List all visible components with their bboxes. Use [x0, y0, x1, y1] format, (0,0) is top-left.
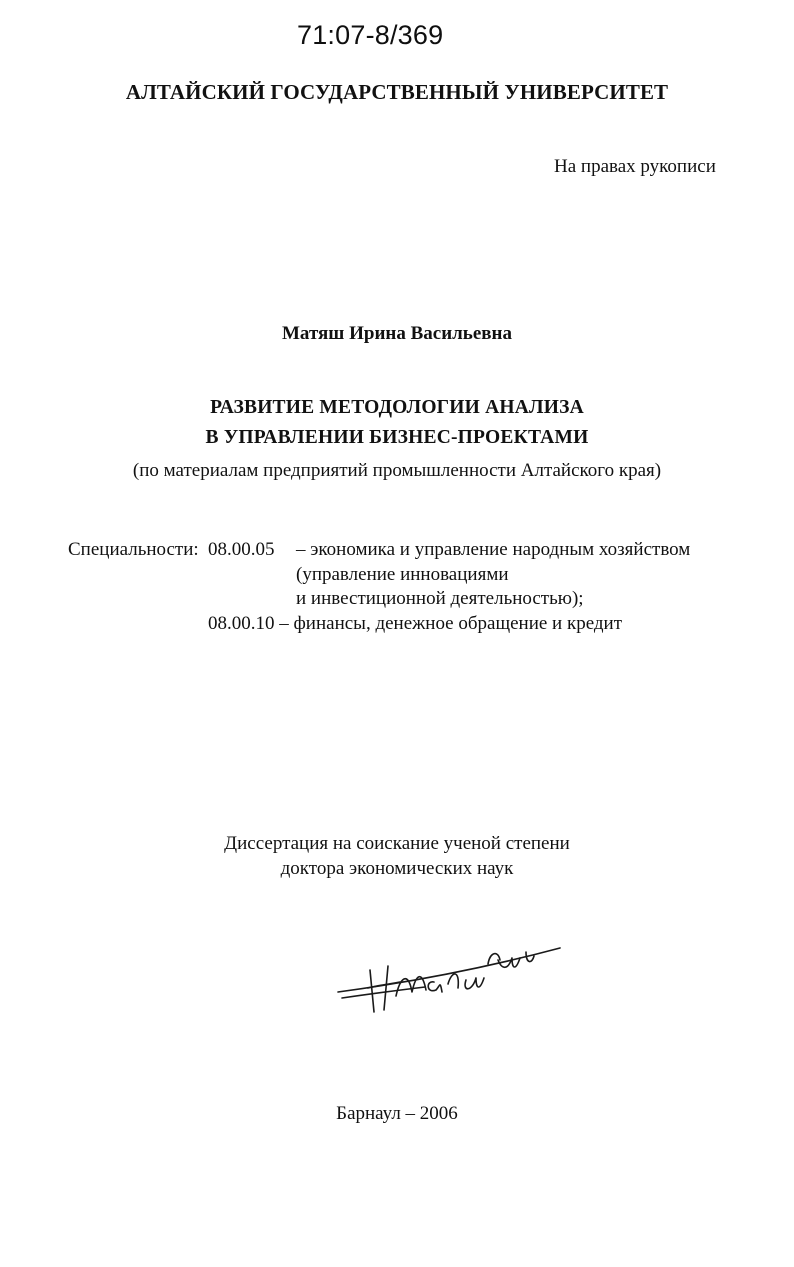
title-line-2: В УПРАВЛЕНИИ БИЗНЕС-ПРОЕКТАМИ	[205, 427, 589, 448]
catalog-number: 71:07-8/369	[297, 20, 444, 50]
specialties-label: Специальности:	[68, 539, 199, 560]
rights-note: На правах рукописи	[554, 156, 716, 177]
specialty-code-2-number: 08.00.10	[208, 613, 275, 634]
specialty-description-1-cont: (управление инновациями	[296, 564, 509, 585]
title-line-1: РАЗВИТИЕ МЕТОДОЛОГИИ АНАЛИЗА	[210, 397, 584, 418]
specialty-description-1: – экономика и управление народным хозяйством	[296, 539, 691, 560]
dissertation-line-2: доктора экономических наук	[280, 858, 514, 879]
dissertation-line-1: Диссертация на соискание ученой степени	[224, 833, 570, 854]
city-year: Барнаул – 2006	[336, 1103, 458, 1124]
specialty-code-2	[208, 613, 622, 635]
university-name: АЛТАЙСКИЙ ГОСУДАРСТВЕННЫЙ УНИВЕРСИТЕТ	[125, 80, 669, 104]
title-subtitle: (по материалам предприятий промышленности Алтайского края)	[132, 460, 662, 481]
specialty-code-1: 08.00.05	[208, 539, 275, 560]
specialty-description-2: – финансы, денежное обращение и кредит	[279, 613, 623, 634]
author-name: Матяш Ирина Васильевна	[282, 323, 512, 344]
handwritten-signature	[330, 930, 570, 1020]
specialty-description-1-cont: и инвестиционной деятельностью);	[296, 588, 584, 609]
